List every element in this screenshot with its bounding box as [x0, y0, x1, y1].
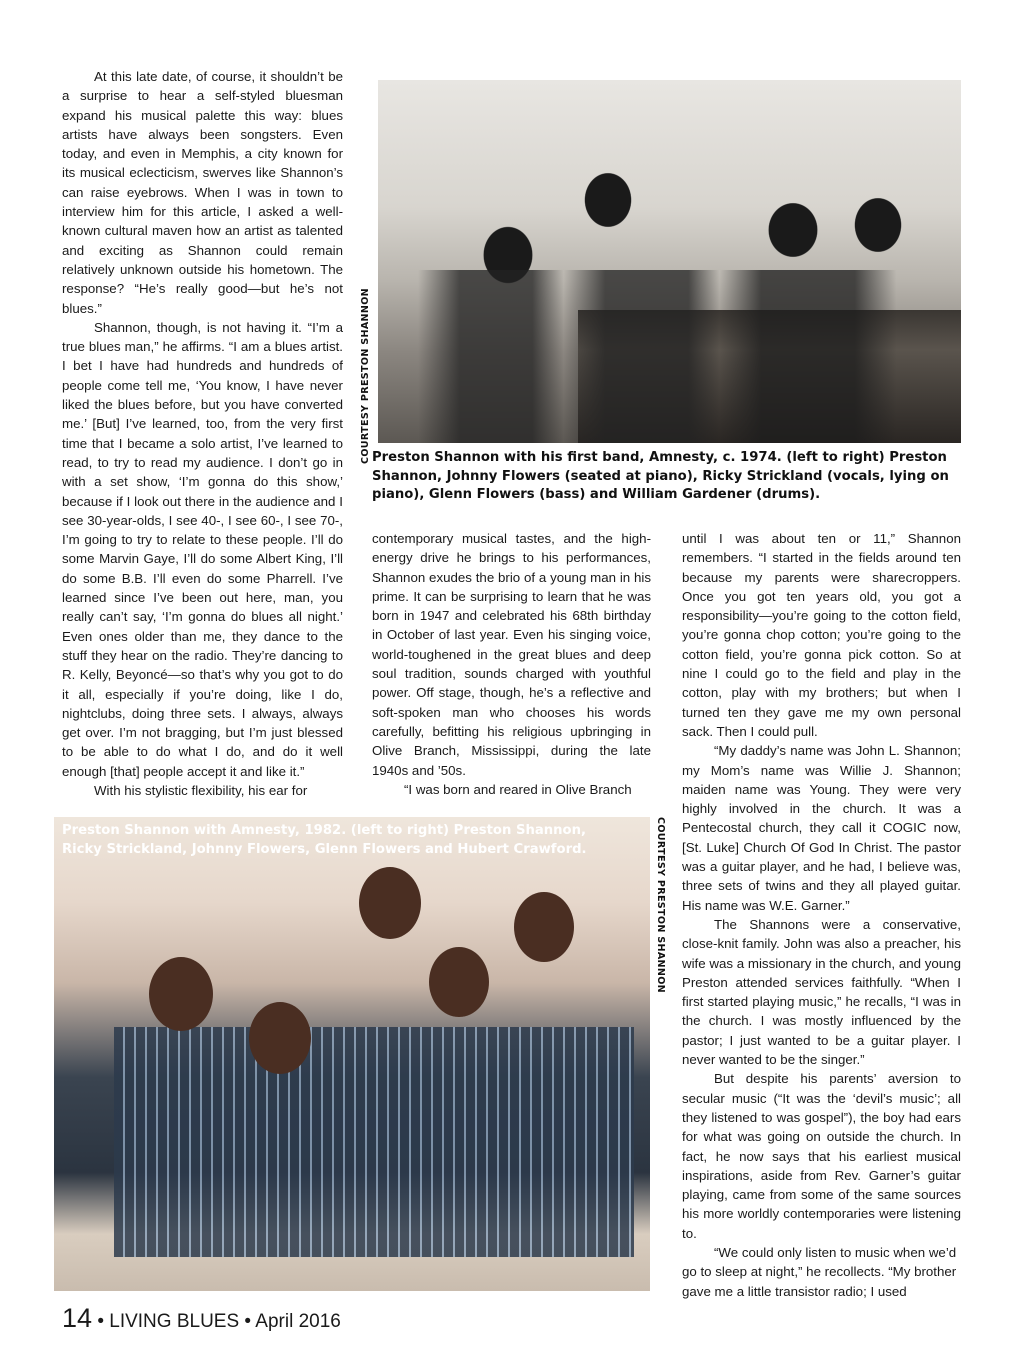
face-shape	[429, 947, 489, 1017]
paragraph: “My daddy’s name was John L. Shannon; my Mom’s name was Willie J. Shannon; maiden name was Young. They were very highly involved in the church. It was a Pentecostal church, they call it COGIC now, [St. Luke] Church Of God In Christ. The pastor was a guitar player, and he had, I believe was, three sets of twins and they all played guitar. His name was W.E. Garner.”	[682, 743, 961, 913]
paragraph: But despite his parents’ aversion to secular music (“It was the ‘devil’s music’; all they listened to was gospel”), the boy had ears for what was going on outside the church. In fact, he now says that his earliest musical inspirations, aside from Rev. Garner’s guitar playing, came from some of the same sources his more worldly contemporaries were listening to.	[682, 1071, 961, 1241]
article-column-right	[682, 529, 961, 1301]
paragraph: With his stylistic flexibility, his ear for	[94, 782, 308, 798]
paragraph: “I was born and reared in Olive Branch	[404, 781, 632, 797]
face-shape	[359, 867, 421, 939]
paragraph: “We could only listen to music when we’d go to sleep at night,” he recollects. “My brother gave me a little transistor radio; I used	[682, 1244, 957, 1299]
paragraph: The Shannons were a conservative, close-knit family. John was also a preacher, his wife was a missionary in the church, and young Preston attended services faithfully. “When I first started playing music,” he recalls, “I was in the church. I was mostly influenced by the pastor; I just wanted to be a guitar player. I never wanted to be the singer.”	[682, 916, 961, 1068]
face-shape	[514, 892, 574, 962]
paragraph: Shannon, though, is not having it. “I’m a true blues man,” he affirms. “I am a blues artist. I bet I have had hundreds and hundreds of people come tell me, ‘You know, I have never liked the blues before, but you have converted me.’ [But] I’ve learned, too, from the very first time that I became a solo artist, I’ve learned to read, to try to read my audience. I don’t go in with a set show, ‘I’m gonna do this show,’ because if I look out there in the audience and I see 30-year-olds, I see 40-, I see 60-, I see 70-, I’m going to try to relate to these people. I’ll do some Marvin Gaye, I’ll do some Albert King, I’ll do some B.B. I’ll even do some Pharrell. I’ve learned since I’ve been out here, man, you really can’t say, ‘I’m gonna do blues all night.’ Even ones older than me, they dance to the stuff they hear on the radio. They’re dancing to R. Kelly, Beyoncé—so that’s why you got to do it all, especially if you’re doing, like I do, nightclubs, doing three sets. I always, always get over. I’m not bragging, but I’m just blessed to be able to do what I do, and do it well enough [that] people accept it and like it.”	[62, 319, 343, 779]
page-number: 14	[62, 1303, 93, 1333]
publication-line: • LIVING BLUES • April 2016	[92, 1311, 341, 1332]
page-footer	[62, 1303, 341, 1334]
article-column-middle	[372, 529, 651, 799]
photo-credit-bottom: COURTESY PRESTON SHANNON	[655, 817, 666, 993]
photo-credit-top: COURTESY PRESTON SHANNON	[360, 288, 371, 464]
striped-jackets-shape	[114, 1027, 634, 1257]
band-photo-1974	[378, 80, 961, 443]
suits-shape	[418, 270, 938, 443]
photo-caption-top: Preston Shannon with his first band, Amnesty, c. 1974. (left to right) Preston Shannon, Johnny Flowers (seated at piano), Ricky Strickland (vocals, lying on piano), Glenn Flowers (bass) and William Gardener (drums).	[372, 450, 949, 503]
paragraph: At this late date, of course, it shouldn’t be a surprise to hear a self-styled bluesman expand his musical palette this way: blues artists have always been songsters. Even today, and even in Memphis, a city known for its musical eclecticism, swerves like Shannon’s can raise eyebrows. When I was in town to interview him for this article, I asked a well-known cultural maven how an artist as talented and exciting as Shannon could remain relatively unknown outside his hometown. The response? “He’s really good—but he’s not blues.”	[62, 69, 343, 316]
band-photo-1982	[54, 817, 650, 1291]
photo-caption-bottom: Preston Shannon with Amnesty, 1982. (left to right) Preston Shannon, Ricky Strickland, Johnny Flowers, Glenn Flowers and Hubert Crawford.	[62, 823, 587, 857]
article-column-left	[62, 67, 343, 800]
face-shape	[149, 957, 213, 1031]
face-shape	[249, 1002, 311, 1074]
paragraph: contemporary musical tastes, and the high-energy drive he brings to his performances, Shannon exudes the brio of a young man in his prime. It can be surprising to learn that he was born in 1947 and celebrated his 68th birthday in October of last year. Even his singing voice, world-toughened in the great blues and deep soul tradition, sounds charged with youthful power. Off stage, though, he’s a reflective and soft-spoken man who chooses his words carefully, befitting his religious upbringing in Olive Branch, Mississippi, during the late 1940s and ’50s.	[372, 531, 651, 778]
paragraph: until I was about ten or 11,” Shannon remembers. “I started in the fields around ten because my parents were sharecroppers. Once you got ten years old, you got a responsibility—you’re going to the cotton field, you’re gonna chop cotton; you’re going to the cotton field, you’re gonna pick cotton. So at nine I could go to the field and play in the cotton, play with my brothers; but when I turned ten they gave me my own personal sack. Then I could pull.	[682, 531, 961, 739]
